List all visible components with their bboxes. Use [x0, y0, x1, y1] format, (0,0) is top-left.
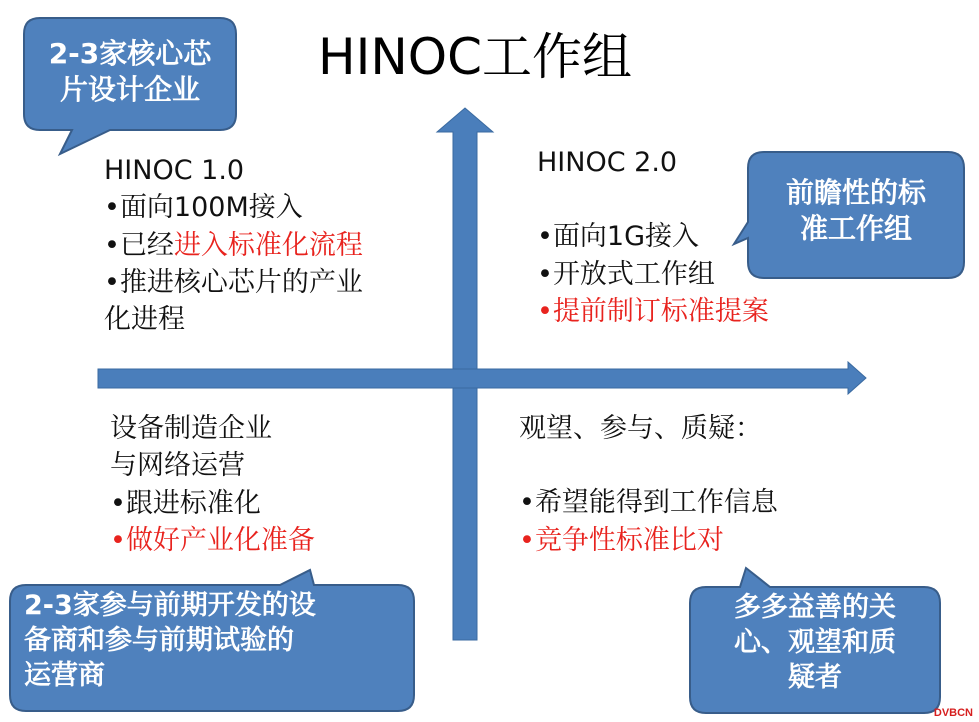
bullet: • [537, 295, 553, 327]
bullet: • [110, 487, 126, 519]
list-item: •推进核心芯片的产业 [104, 266, 363, 298]
text-line: 设备制造企业 [110, 413, 272, 444]
list-item: •已经进入标准化流程 [104, 229, 363, 261]
bullet: • [519, 487, 535, 519]
callout-top-right-text: 前瞻性的标 准工作组 [785, 176, 926, 246]
bullet: • [104, 192, 120, 224]
bullet: • [104, 229, 120, 261]
list-item: •面向1G接入 [537, 221, 700, 253]
list-item: •跟进标准化 [110, 487, 261, 519]
callout-bottom-right-text: 多多益善的关 心、观望和质 疑者 [734, 592, 896, 694]
text-line: 与网络运营 [110, 450, 245, 482]
callout-top-left-text: 2-3家核心芯 片设计企业 [48, 37, 212, 107]
quadrant-top-left [104, 152, 363, 338]
list-item: •做好产业化准备 [110, 524, 315, 556]
list-item: •提前制订标准提案 [537, 295, 769, 327]
list-item: •开放式工作组 [537, 258, 715, 290]
bullet: • [537, 221, 553, 253]
heading-hinoc-1: HINOC 1.0 [104, 155, 245, 186]
quadrant-top-right [537, 144, 769, 330]
list-item-continuation: 化进程 [104, 304, 185, 335]
bullet: • [110, 524, 126, 556]
list-item: •竞争性标准比对 [519, 524, 724, 556]
horizontal-axis-arrow [98, 362, 866, 394]
bullet: • [519, 524, 535, 556]
bullet: • [104, 266, 120, 298]
slide-title: HINOC工作组 [318, 28, 633, 86]
bullet: • [537, 258, 553, 290]
callout-bottom-left-text: 2-3家参与前期开发的设 备商和参与前期试验的 运营商 [24, 590, 316, 692]
quadrant-bottom-left [110, 410, 315, 559]
list-item: •面向100M接入 [104, 192, 303, 224]
list-item: •希望能得到工作信息 [519, 487, 778, 519]
dvbcn-logo: DVBCN [933, 707, 973, 719]
text-line: 观望、参与、质疑： [519, 413, 762, 444]
quadrant-bottom-right [519, 410, 778, 559]
heading-hinoc-2: HINOC 2.0 [537, 147, 678, 178]
